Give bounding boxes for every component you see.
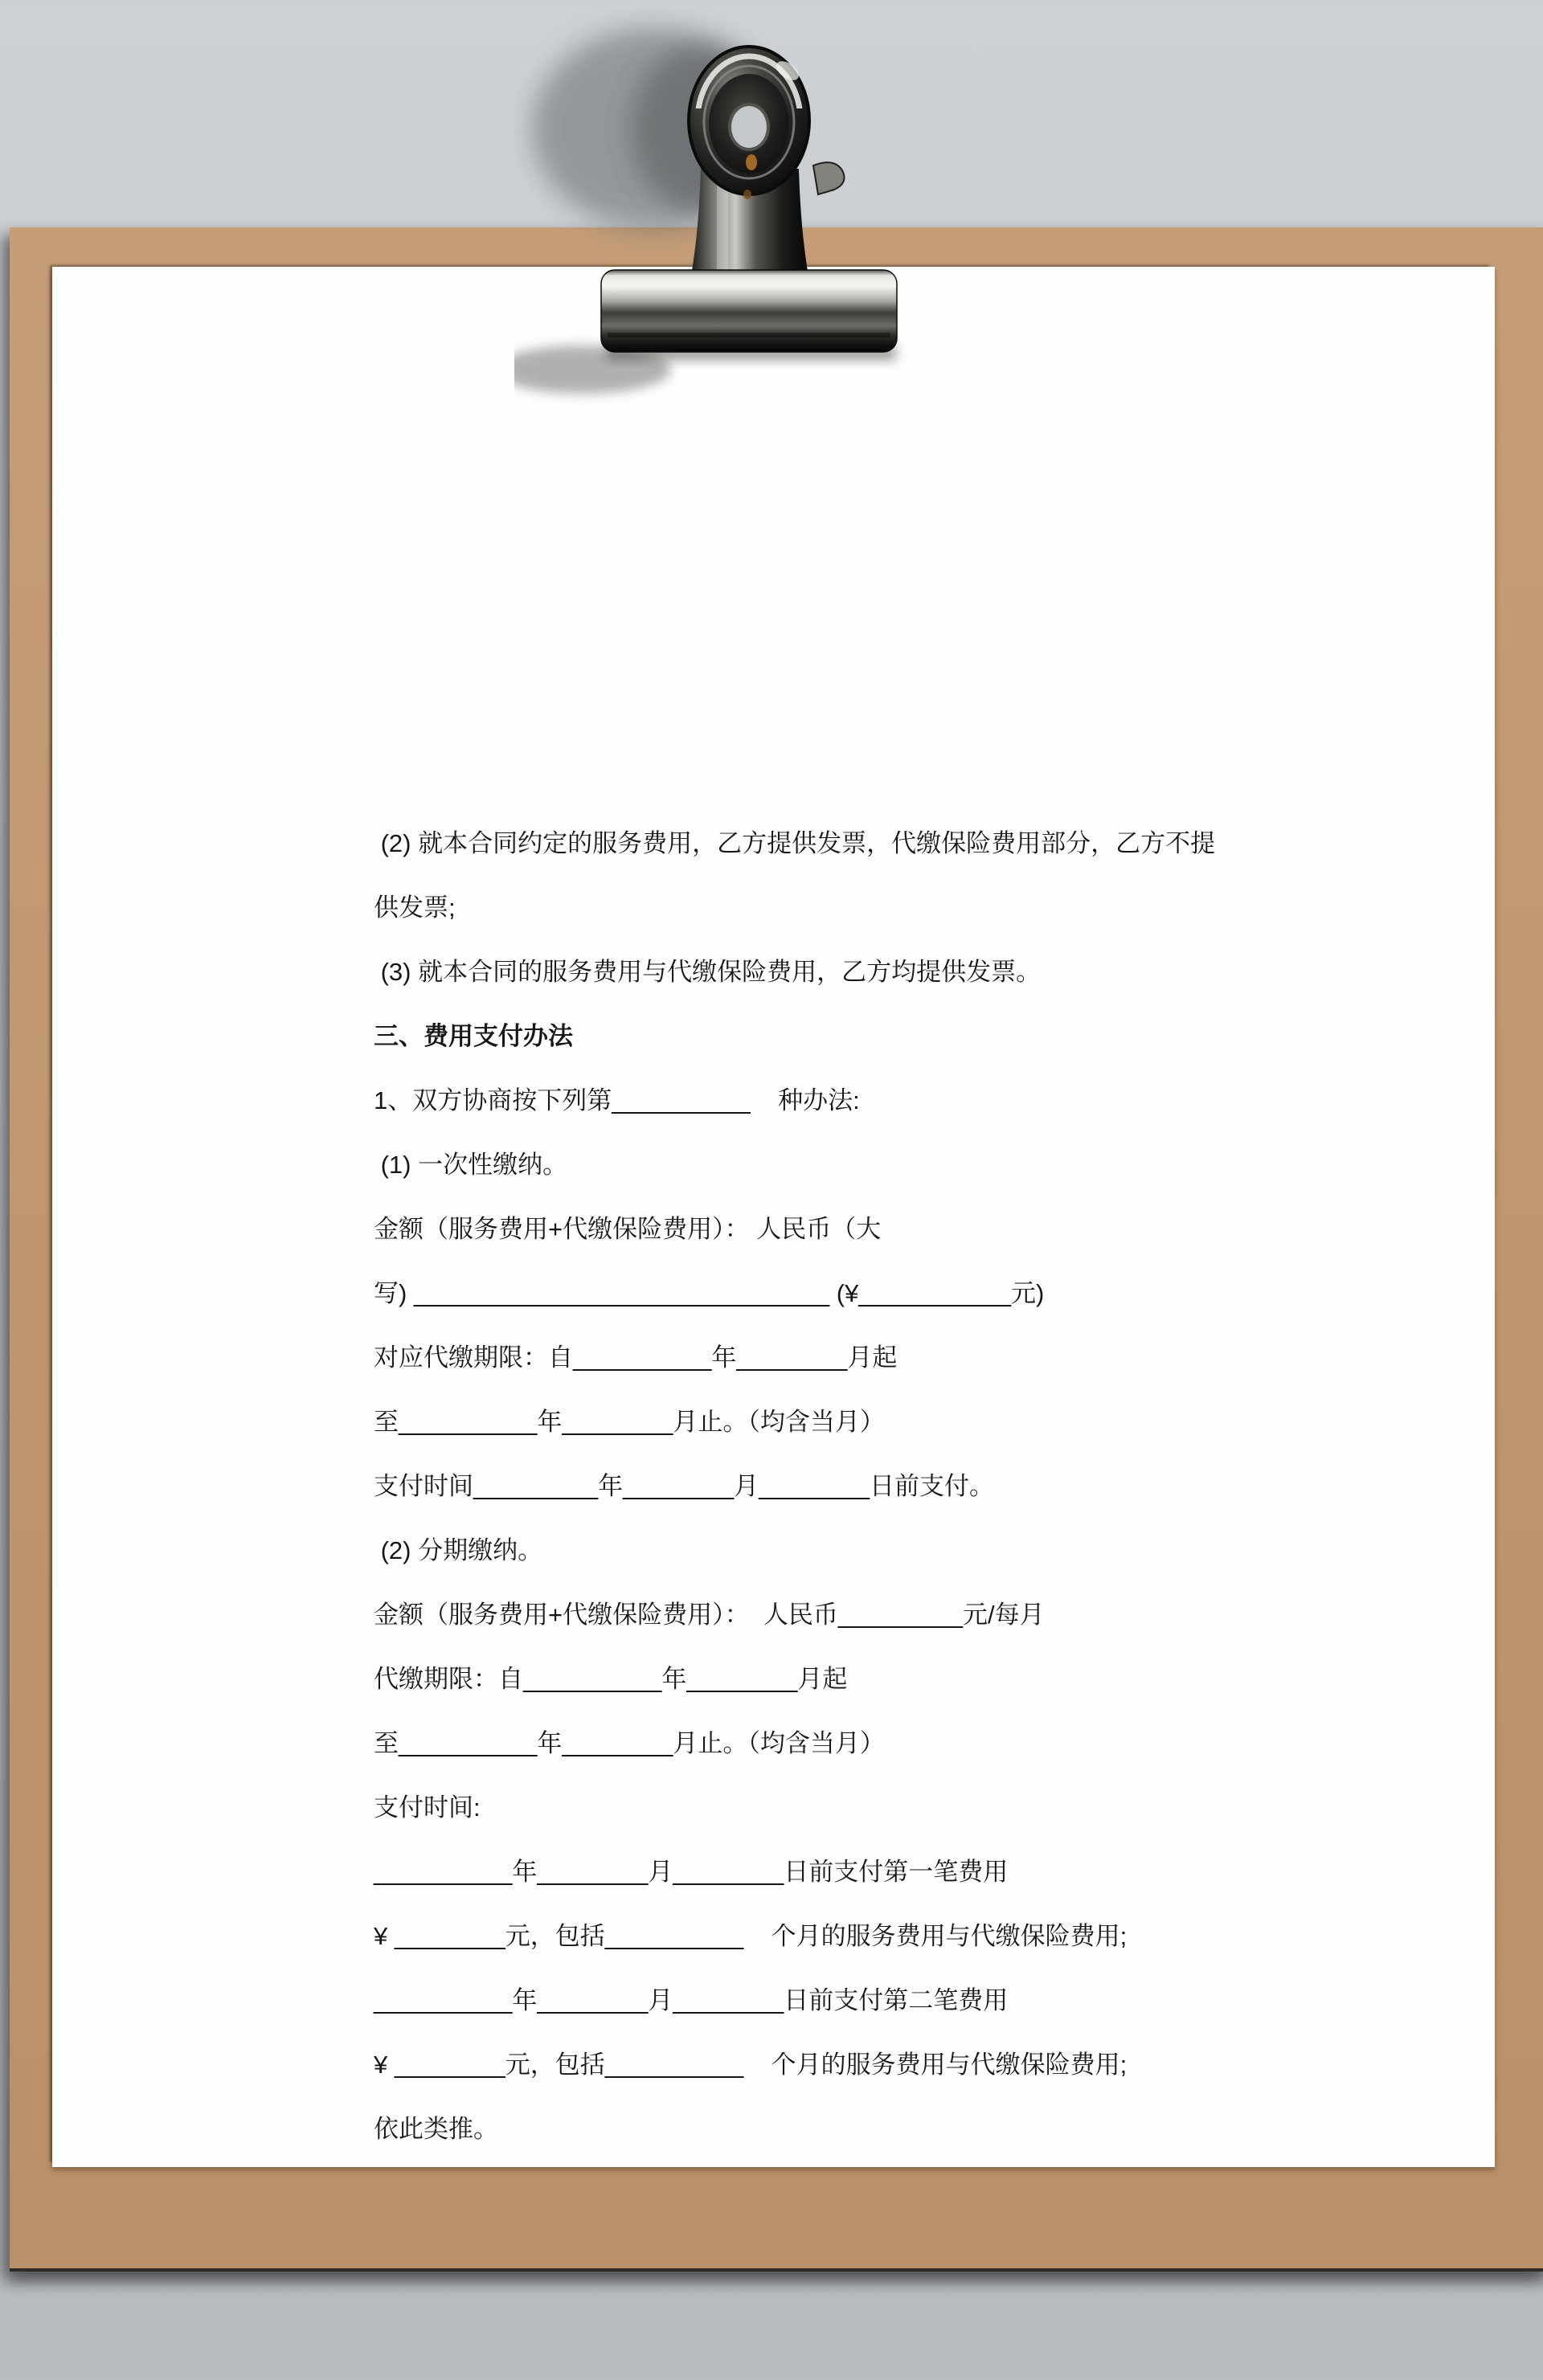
clip-glint-orange [746,154,757,170]
document-line: 供发票; [374,894,456,922]
document-line: 写) ______________________________ (¥___________元) [374,1279,1045,1307]
paper-sheet [52,267,1495,2167]
document-line: ¥ ________元，包括__________ 个月的服务费用与代缴保险费用; [374,1922,1128,1950]
clip-disc-inner [709,74,789,174]
clip-hole-rim [728,103,770,151]
document-line: 至__________年________月止。（均含当月） [374,1408,885,1436]
clip-glint-small [743,190,751,199]
document-line: (3) 就本合同的服务费用与代缴保险费用，乙方均提供发票。 [374,958,1042,986]
document-line: 支付时间: [374,1793,481,1822]
document-line: 金额（服务费用+代缴保险费用）： 人民币（大 [374,1215,882,1243]
clip-disc-ring [704,66,794,178]
document-line: 金额（服务费用+代缴保险费用）： 人民币_________元/每月 [374,1601,1045,1629]
document-line: 三、费用支付办法 [374,1022,573,1050]
document-line: (1) 一次性缴纳。 [374,1151,568,1179]
clip-disc-crescent-highlight [698,56,800,185]
clip-lever-tab [813,162,844,194]
clip-shadow-dark [631,44,776,213]
clip-hole [731,106,767,148]
document-line: 对应代缴期限：自__________年________月起 [374,1343,898,1372]
clip-disc-rim [687,45,811,196]
document-line: 至__________年________月止。（均含当月） [374,1729,885,1757]
document-line: 支付时间_________年________月________日前支付。 [374,1472,995,1500]
document-line: (2) 就本合同约定的服务费用，乙方提供发票，代缴保险费用部分，乙方不提 [374,829,1216,857]
clip-disc [690,48,808,193]
document-line: 依此类推。 [374,2115,498,2143]
clip-shadow [532,28,773,229]
document-line: ¥ ________元，包括__________ 个月的服务费用与代缴保险费用; [374,2051,1128,2079]
document-body [374,812,1322,2161]
document-line: __________年________月________日前支付第二笔费用 [374,1986,1009,2014]
document-line: (2) 分期缴纳。 [374,1536,543,1564]
clip-rim-sparkle [773,57,803,84]
document-line: 代缴期限：自__________年________月起 [374,1665,848,1693]
document-line: 1、双方协商按下列第__________ 种办法: [374,1086,860,1114]
document-line: __________年________月________日前支付第一笔费用 [374,1858,1009,1886]
